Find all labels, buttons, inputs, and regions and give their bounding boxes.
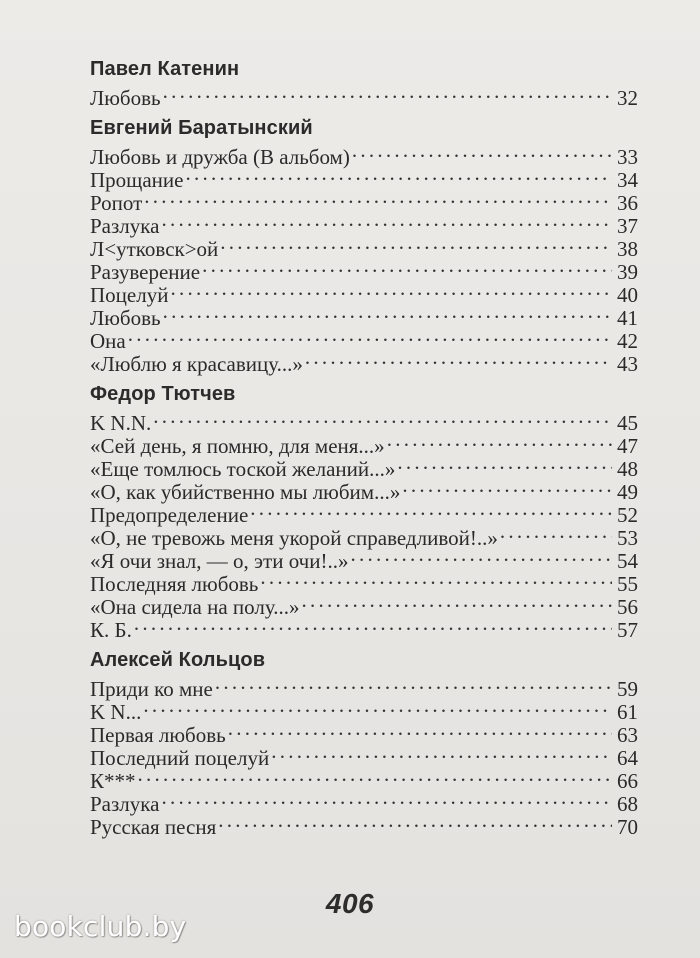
toc-entry (90, 568, 638, 596)
toc-entry (90, 614, 638, 642)
entry-title: Приди ко мне (90, 677, 213, 701)
entry-title: Поцелуй (90, 283, 169, 307)
dot-leader (302, 591, 613, 614)
dot-leader (161, 210, 612, 233)
toc-section-baratynsky (90, 115, 638, 376)
entry-title: «Она сидела на полу...» (90, 595, 300, 619)
dot-leader (153, 407, 612, 430)
toc-entry (90, 348, 638, 376)
toc-entry (90, 476, 638, 504)
entry-page: 45 (617, 411, 638, 435)
dot-leader (128, 325, 612, 348)
entry-title: Она (90, 329, 126, 353)
entry-title: Прощание (90, 168, 184, 192)
entry-page: 39 (617, 260, 638, 284)
toc-section-koltsov (90, 647, 638, 839)
toc-entry (90, 742, 638, 770)
entry-page: 59 (617, 677, 638, 701)
toc-entry (90, 522, 638, 550)
entry-page: 70 (617, 815, 638, 839)
entry-page: 48 (617, 457, 638, 481)
dot-leader (143, 696, 612, 719)
toc-entry (90, 788, 638, 816)
entry-title: К. Б. (90, 618, 132, 642)
dot-leader (220, 233, 612, 256)
dot-leader (260, 568, 612, 591)
entry-title: Разлука (90, 214, 160, 238)
entry-page: 64 (617, 746, 638, 770)
toc-entry (90, 407, 638, 435)
toc-entry (90, 453, 638, 481)
entry-title: Предопределение (90, 503, 249, 527)
entry-title: «Сей день, я помню, для меня...» (90, 434, 385, 458)
dot-leader (397, 453, 612, 476)
entry-page: 52 (617, 503, 638, 527)
dot-leader (185, 164, 612, 187)
toc-entry (90, 164, 638, 192)
entry-title: Последний поцелуй (90, 746, 270, 770)
toc-entry (90, 256, 638, 284)
dot-leader (352, 141, 612, 164)
entry-title: Русская песня (90, 815, 217, 839)
entry-title: «Люблю я красавицу...» (90, 352, 303, 376)
dot-leader (500, 522, 612, 545)
entry-page: 61 (617, 700, 638, 724)
entry-page: 53 (617, 526, 638, 550)
entry-title: «Еще томлюсь тоской желаний...» (90, 457, 396, 481)
toc-entry (90, 302, 638, 330)
entry-title: Любовь и дружба (В альбом) (90, 145, 350, 169)
toc-entry (90, 430, 638, 458)
entry-page: 47 (617, 434, 638, 458)
toc-entry (90, 325, 638, 353)
entry-page: 42 (617, 329, 638, 353)
entry-page: 38 (617, 237, 638, 261)
entry-page: 37 (617, 214, 638, 238)
entry-page: 56 (617, 595, 638, 619)
entry-page: 40 (617, 283, 638, 307)
dot-leader (305, 348, 612, 371)
dot-leader (215, 673, 612, 696)
entry-page: 68 (617, 792, 638, 816)
entry-page: 49 (617, 480, 638, 504)
dot-leader (402, 476, 612, 499)
dot-leader (161, 788, 612, 811)
entry-page: 55 (617, 572, 638, 596)
entry-page: 34 (617, 168, 638, 192)
toc-entry (90, 811, 638, 839)
toc-entry (90, 545, 638, 573)
entry-page: 32 (617, 86, 638, 110)
entry-title: Разуверение (90, 260, 201, 284)
dot-leader (250, 499, 612, 522)
entry-title: K N... (90, 700, 142, 724)
page-number: 406 (325, 888, 375, 919)
dot-leader (170, 279, 612, 302)
entry-page: 43 (617, 352, 638, 376)
toc-entry (90, 187, 638, 215)
toc-entry (90, 233, 638, 261)
toc-entry (90, 210, 638, 238)
dot-leader (138, 765, 612, 788)
dot-leader (202, 256, 612, 279)
dot-leader (350, 545, 612, 568)
author-heading: Евгений Баратынский (90, 117, 313, 139)
toc-section-katenin (90, 56, 638, 110)
toc-entry (90, 696, 638, 724)
toc-entry (90, 673, 638, 701)
entry-title: Ропот (90, 191, 143, 215)
entry-title: Любовь (90, 306, 161, 330)
entry-title: «О, как убийственно мы любим...» (90, 480, 401, 504)
dot-leader (163, 302, 612, 325)
dot-leader (134, 614, 612, 637)
dot-leader (163, 82, 612, 105)
entry-title: К*** (90, 769, 136, 793)
dot-leader (218, 811, 612, 834)
entry-page: 54 (617, 549, 638, 573)
toc-entry (90, 82, 638, 110)
entry-page: 36 (617, 191, 638, 215)
table-of-contents (90, 56, 638, 844)
entry-page: 57 (617, 618, 638, 642)
toc-entry (90, 765, 638, 793)
entry-title: Л<утковск>ой (90, 237, 219, 261)
entry-title: Первая любовь (90, 723, 226, 747)
author-heading: Федор Тютчев (90, 383, 236, 405)
toc-entry (90, 499, 638, 527)
toc-entry (90, 279, 638, 307)
toc-entry (90, 719, 638, 747)
entry-title: «Я очи знал, — о, эти очи!..» (90, 549, 349, 573)
entry-page: 63 (617, 723, 638, 747)
entry-title: Любовь (90, 86, 161, 110)
watermark-logo: bookclub.by (14, 910, 187, 943)
dot-leader (387, 430, 612, 453)
author-heading: Павел Катенин (90, 58, 240, 80)
toc-section-tyutchev (90, 381, 638, 642)
toc-entry (90, 141, 638, 169)
entry-page: 66 (617, 769, 638, 793)
entry-title: Последняя любовь (90, 572, 259, 596)
author-heading: Алексей Кольцов (90, 649, 266, 671)
dot-leader (271, 742, 612, 765)
entry-page: 41 (617, 306, 638, 330)
entry-title: «О, не тревожь меня укорой справедливой!..» (90, 526, 498, 550)
entry-title: Разлука (90, 792, 160, 816)
entry-title: K N.N. (90, 411, 152, 435)
entry-page: 33 (617, 145, 638, 169)
dot-leader (228, 719, 612, 742)
toc-entry (90, 591, 638, 619)
dot-leader (144, 187, 612, 210)
